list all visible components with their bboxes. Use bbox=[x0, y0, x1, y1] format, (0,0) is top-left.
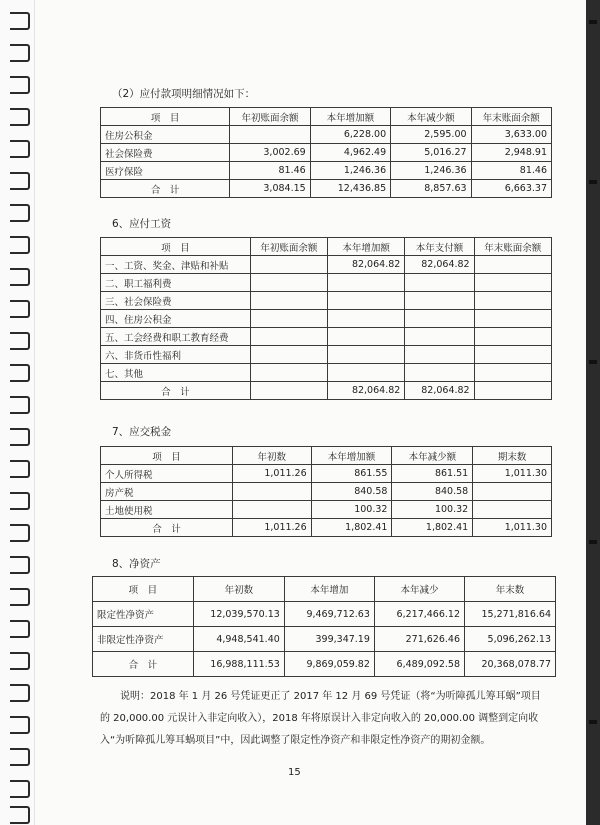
page-number: 15 bbox=[288, 767, 301, 778]
table-row: 个人所得税 1,011.26 861.55 861.51 1,011.30 bbox=[101, 465, 552, 483]
header-cell: 期末数 bbox=[473, 447, 552, 465]
total-row: 合 计 3,084.15 12,436.85 8,857.63 6,663.37 bbox=[101, 180, 552, 198]
section-title-payables: （2）应付款项明细情况如下： bbox=[112, 88, 256, 100]
binding-ring bbox=[10, 588, 30, 606]
section-title-net-assets: 8、净资产 bbox=[112, 558, 161, 570]
header-cell: 年末账面余额 bbox=[471, 108, 551, 126]
section-title-taxes: 7、应交税金 bbox=[112, 426, 172, 438]
header-cell: 年初数 bbox=[193, 577, 284, 602]
table-row: 土地使用税 100.32 100.32 bbox=[101, 501, 552, 519]
header-cell: 项 目 bbox=[93, 577, 194, 602]
header-cell: 年初账面余额 bbox=[230, 108, 310, 126]
binding-ring bbox=[10, 806, 30, 824]
header-cell: 本年减少额 bbox=[392, 447, 473, 465]
page-edge bbox=[586, 0, 600, 825]
binding-ring bbox=[10, 108, 30, 126]
header-cell: 项 目 bbox=[101, 447, 233, 465]
table-row: 七、其他 bbox=[101, 364, 552, 382]
binding-ring bbox=[10, 300, 30, 318]
explanatory-note: 说明：2018 年 1 月 26 号凭证更正了 2017 年 12 月 69 号凭证（将“为听障孤儿筹耳蜗”项目的 20,000.00 元误计入非定向收入），2018 年将原误计入非定向收入的 20,000.00 调整到定向收入“为听障孤儿筹耳蜗项目”中，因此调整了限定性净资产和非限定性净资产的期初金额。 bbox=[100, 691, 541, 746]
header-cell: 本年支付额 bbox=[405, 238, 474, 256]
table-row: 二、职工福利费 bbox=[101, 274, 552, 292]
header-cell: 项 目 bbox=[101, 108, 230, 126]
header-cell: 本年减少 bbox=[374, 577, 464, 602]
taxes-table bbox=[100, 446, 552, 537]
binding-ring bbox=[10, 236, 30, 254]
binding-ring bbox=[10, 780, 30, 798]
header-cell: 项 目 bbox=[101, 238, 251, 256]
header-cell: 本年增加 bbox=[284, 577, 374, 602]
binding-ring bbox=[10, 12, 30, 30]
total-row: 合 计 1,011.26 1,802.41 1,802.41 1,011.30 bbox=[101, 519, 552, 537]
header-cell: 年初账面余额 bbox=[250, 238, 327, 256]
table-row: 医疗保险 81.46 1,246.36 1,246.36 81.46 bbox=[101, 162, 552, 180]
net-assets-table bbox=[92, 576, 556, 677]
binding-ring bbox=[10, 428, 30, 446]
table-row: 社会保险费 3,002.69 4,962.49 5,016.27 2,948.91 bbox=[101, 144, 552, 162]
table-row: 非限定性净资产 4,948,541.40 399,347.19 271,626.46 5,096,262.13 bbox=[93, 627, 556, 652]
binding-ring bbox=[10, 524, 30, 542]
section-title-wages: 6、应付工资 bbox=[112, 218, 172, 230]
binding-ring bbox=[10, 460, 30, 478]
binding-ring bbox=[10, 268, 30, 286]
header-cell: 年末数 bbox=[465, 577, 556, 602]
binding-ring bbox=[10, 44, 30, 62]
binding-ring bbox=[10, 364, 30, 382]
table-row: 五、工会经费和职工教育经费 bbox=[101, 328, 552, 346]
binding-ring bbox=[10, 556, 30, 574]
header-cell: 本年增加额 bbox=[310, 108, 390, 126]
table-row: 三、社会保险费 bbox=[101, 292, 552, 310]
binding-ring bbox=[10, 684, 30, 702]
table-row: 房产税 840.58 840.58 bbox=[101, 483, 552, 501]
header-cell: 年初数 bbox=[232, 447, 311, 465]
binding-ring bbox=[10, 76, 30, 94]
binding-ring bbox=[10, 652, 30, 670]
binding-ring bbox=[10, 204, 30, 222]
spiral-binding bbox=[0, 0, 35, 825]
binding-ring bbox=[10, 492, 30, 510]
table-row: 四、住房公积金 bbox=[101, 310, 552, 328]
table-row: 六、非货币性福利 bbox=[101, 346, 552, 364]
binding-ring bbox=[10, 716, 30, 734]
header-cell: 年末账面余额 bbox=[474, 238, 551, 256]
binding-ring bbox=[10, 396, 30, 414]
payables-table bbox=[100, 107, 552, 198]
binding-ring bbox=[10, 172, 30, 190]
header-cell: 本年增加额 bbox=[327, 238, 404, 256]
binding-ring bbox=[10, 140, 30, 158]
table-row: 住房公积金 6,228.00 2,595.00 3,633.00 bbox=[101, 126, 552, 144]
binding-ring bbox=[10, 620, 30, 638]
header-cell: 本年减少额 bbox=[391, 108, 471, 126]
table-row: 限定性净资产 12,039,570.13 9,469,712.63 6,217,466.12 15,271,816.64 bbox=[93, 602, 556, 627]
total-row: 合 计 82,064.82 82,064.82 bbox=[101, 382, 552, 400]
table-row: 一、工资、奖金、津贴和补贴 82,064.82 82,064.82 bbox=[101, 256, 552, 274]
binding-ring bbox=[10, 332, 30, 350]
total-row: 合 计 16,988,111.53 9,869,059.82 6,489,092.58 20,368,078.77 bbox=[93, 652, 556, 677]
binding-ring bbox=[10, 748, 30, 766]
header-cell: 本年增加额 bbox=[311, 447, 392, 465]
